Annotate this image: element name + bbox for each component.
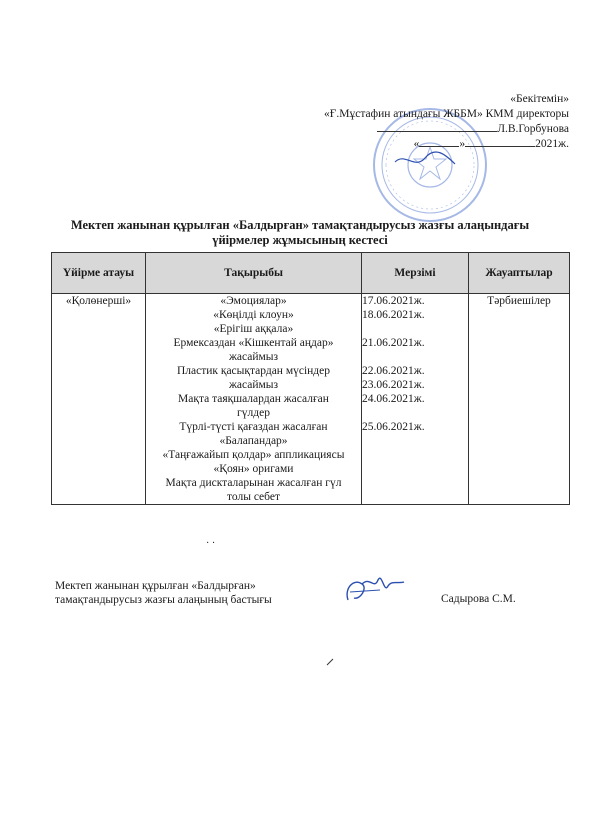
topic-line: «Қоян» оригами [213,463,294,475]
topic-line: Мақта дискталарынан жасалған гүл [165,477,342,489]
title-line-2: үйірмелер жұмысының кестесі [212,233,388,247]
stray-marks: · · [206,538,216,549]
topic-line: «Ерігіш аққала» [213,323,294,335]
date-line: 17.06.2021ж. [362,295,425,307]
topic-line: жасаймыз [228,379,279,391]
footer-signatory-name: Садырова С.М. [441,593,516,605]
topic-line: жасаймыз [228,351,279,363]
date-line: 25.06.2021ж. [362,421,425,433]
responsible-cell: Тәрбиешілер [469,294,570,505]
topic-line: Мақта таяқшалардан жасалған [178,393,329,405]
footer-signatory [55,579,272,607]
approval-block [324,92,569,152]
table-row [52,294,570,505]
topic-line: Түрлі-түсті қағаздан жасалған [179,421,328,433]
stray-tick-mark [326,658,334,666]
title-line-1: Мектеп жанынан құрылған «Балдырған» тамақтандырусыз жазғы алаңындағы [70,218,530,232]
topic-line: «Балапандар» [219,435,288,447]
topics-cell [146,294,362,505]
topic-line: Пластик қасықтардан мүсіндер [176,365,331,377]
approval-director-name: Л.В.Горбунова [324,122,569,137]
date-line: 24.06.2021ж. [362,393,425,405]
document-title [40,218,560,248]
date-line: 22.06.2021ж. [362,365,425,377]
footer-line-2: тамақтандырусыз жазғы алаңының бастығы [55,594,272,606]
date-line: 18.06.2021ж. [362,309,425,321]
topic-line: Ермексаздан «Кішкентай аңдар» [173,337,334,349]
header-date: Мерзімі [362,253,469,294]
topic-line: гүлдер [237,407,270,419]
header-club-name: Үйірме атауы [52,253,146,294]
topic-line: «Таңғажайып қолдар» аппликациясы [162,449,345,461]
topic-line: «Эмоциялар» [220,295,287,307]
footer-line-1: Мектеп жанынан құрылған «Балдырған» [55,580,256,592]
dates-cell [362,294,469,505]
club-name-cell: «Қолөнерші» [52,294,146,505]
header-responsible: Жауаптылар [469,253,570,294]
schedule-table [51,252,570,505]
topic-line: толы себет [227,491,280,503]
head-signature-icon [340,570,410,610]
date-line: 21.06.2021ж. [362,337,425,349]
approval-heading: «Бекітемін» [510,93,569,105]
table-header-row [52,253,570,294]
approval-date-line: « » 2021ж. [413,138,569,150]
topic-line: «Көңілді клоун» [213,309,294,321]
date-line: 23.06.2021ж. [362,379,425,391]
approval-position: «Ғ.Мұстафин атындағы ЖББМ» КММ директоры [324,108,569,120]
header-topic: Тақырыбы [146,253,362,294]
